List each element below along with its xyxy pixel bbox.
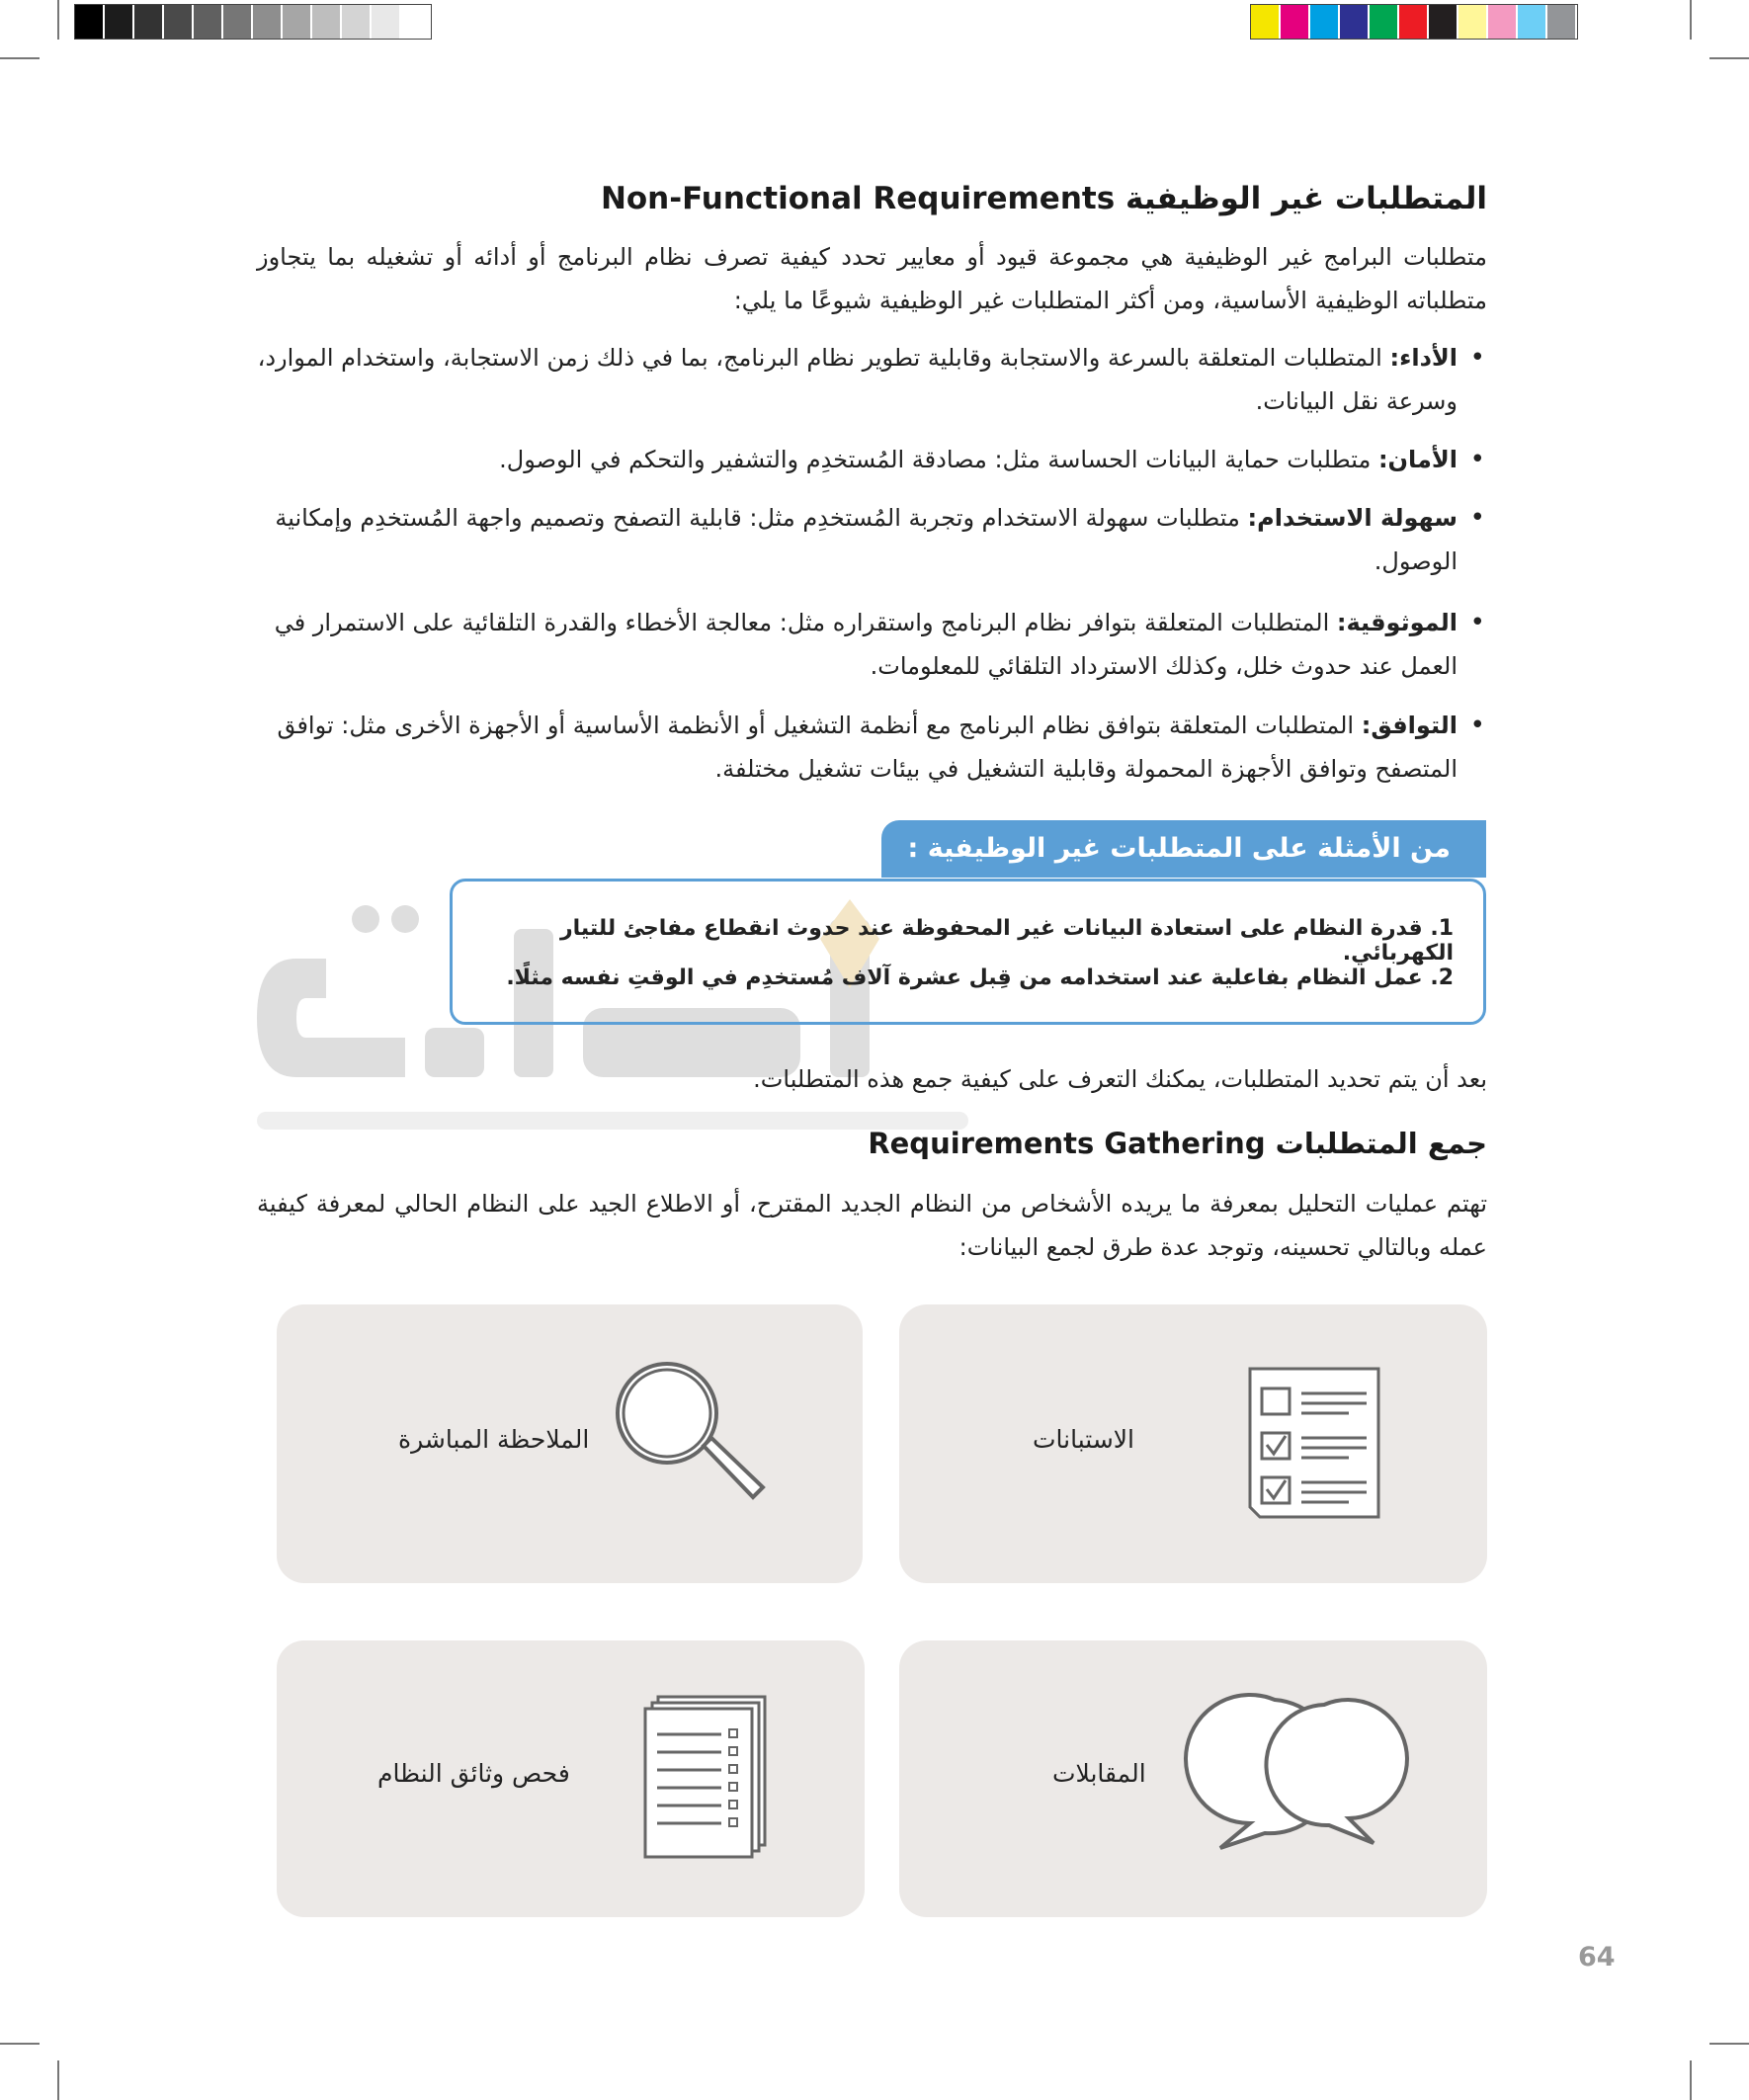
speech-bubbles-icon [1206, 1695, 1393, 1863]
color-swatch [1340, 5, 1370, 39]
greyscale-swatch [223, 5, 253, 39]
bullet-security [257, 438, 1487, 481]
method-label: الملاحظة المباشرة [398, 1425, 590, 1454]
bullet-text: المتطلبات المتعلقة بتوافق نظام البرنامج مع أنظمة التشغيل أو الأنظمة الأساسية أو الأجهزة الأخرى مثل: توافق المتصفح وتوافق الأجهزة المحمولة وقابلية التشغيل في بيئات تشغيل مختلفة. [277, 712, 1458, 783]
crop-mark [1690, 0, 1692, 40]
section-heading-non-functional: المتطلبات غير الوظيفية Non-Functional Requirements [600, 181, 1487, 216]
method-card-documents [277, 1640, 865, 1917]
greyscale-swatch [105, 5, 134, 39]
gathering-intro-paragraph: تهتم عمليات التحليل بمعرفة ما يريده الأشخاص من النظام الجديد المقترح، أو الاطلاع الجيد على النظام الحالي لمعرفة كيفية عمله وبالتالي تحسينه، وتوجد عدة طرق لجمع البيانات: [257, 1190, 1487, 1261]
method-label: فحص وثائق النظام [377, 1759, 570, 1788]
color-swatch [1370, 5, 1399, 39]
bullet-text: متطلبات سهولة الاستخدام وتجربة المُستخدِم مثل: قابلية التصفح وتصميم واجهة المُستخدِم وإمكانية الوصول. [275, 504, 1458, 575]
magnifier-icon [613, 1359, 771, 1517]
bullet-term: التوافق: [1361, 712, 1458, 739]
crop-mark [57, 0, 59, 40]
method-card-interviews [899, 1640, 1487, 1917]
greyscale-swatch [372, 5, 401, 39]
example-item: 2. عمل النظام بفاعلية عند استخدامه من قِبل عشرة آلاف مُستخدِم في الوقتِ نفسه مثلًا. [506, 966, 1454, 990]
example-item: 1. قدرة النظام على استعادة البيانات غير المحفوظة عند حدوث انقطاع مفاجئ للتيار الكهربائي. [559, 916, 1454, 966]
bullet-compatibility [257, 704, 1487, 791]
method-card-questionnaires [899, 1304, 1487, 1583]
greyscale-swatch [194, 5, 223, 39]
page-number: 64 [1578, 1942, 1616, 1973]
method-card-observation [277, 1304, 863, 1583]
greyscale-swatch [134, 5, 164, 39]
bullet-term: الأمان: [1377, 446, 1458, 473]
greyscale-swatch [401, 5, 431, 39]
bullet-term: الموثوقية: [1336, 609, 1458, 636]
greyscale-swatch [342, 5, 372, 39]
color-swatch [1429, 5, 1458, 39]
intro-paragraph: متطلبات البرامج غير الوظيفية هي مجموعة قيود أو معايير تحدد كيفية تصرف نظام البرنامج أو أدائه أو تشغيله بما يتجاوز متطلباته الوظيفية الأساسية، ومن أكثر المتطلبات غير الوظيفية شيوعًا ما يلي: [257, 243, 1487, 314]
bullet-reliability [257, 601, 1487, 688]
crop-mark [0, 2043, 40, 2045]
color-swatch [1488, 5, 1518, 39]
questionnaire-icon [1240, 1364, 1388, 1522]
bullet-text: المتطلبات المتعلقة بالسرعة والاستجابة وقابلية تطوير نظام البرنامج، بما في ذلك زمن الاستجابة، واستخدام الموارد، وسرعة نقل البيانات. [257, 344, 1458, 415]
method-label: الاستبانات [1033, 1425, 1134, 1454]
color-swatch [1547, 5, 1577, 39]
greyscale-swatch [253, 5, 283, 39]
crop-mark [1709, 2043, 1749, 2045]
greyscale-swatch [312, 5, 342, 39]
color-swatch [1399, 5, 1429, 39]
documents-icon [642, 1695, 771, 1863]
color-calibration-bar [1250, 4, 1578, 40]
bullet-term: سهولة الاستخدام: [1247, 504, 1458, 532]
method-label: المقابلات [1052, 1759, 1146, 1788]
bullet-usability [257, 496, 1487, 583]
crop-mark [1709, 57, 1749, 59]
section-heading-requirements-gathering: جمع المتطلبات Requirements Gathering [868, 1127, 1487, 1160]
color-swatch [1518, 5, 1547, 39]
crop-mark [0, 57, 40, 59]
bullet-performance [257, 336, 1487, 423]
color-swatch [1310, 5, 1340, 39]
transition-paragraph: بعد أن يتم تحديد المتطلبات، يمكنك التعرف على كيفية جمع هذه المتطلبات. [753, 1065, 1487, 1093]
bullet-term: الأداء: [1389, 344, 1458, 372]
color-swatch [1251, 5, 1281, 39]
color-swatch [1281, 5, 1310, 39]
crop-mark [57, 2060, 59, 2100]
examples-box [450, 879, 1486, 1025]
bullet-text: متطلبات حماية البيانات الحساسة مثل: مصادقة المُستخدِم والتشفير والتحكم في الوصول. [499, 446, 1378, 473]
greyscale-swatch [283, 5, 312, 39]
crop-mark [1690, 2060, 1692, 2100]
greyscale-swatch [164, 5, 194, 39]
bullet-text: المتطلبات المتعلقة بتوافر نظام البرنامج واستقراره مثل: معالجة الأخطاء والقدرة التلقائية على الاستمرار في العمل عند حدوث خلل، وكذلك الاسترداد التلقائي للمعلومات. [274, 609, 1458, 680]
examples-title: من الأمثلة على المتطلبات غير الوظيفية : [881, 820, 1486, 878]
greyscale-calibration-bar [74, 4, 432, 40]
greyscale-swatch [75, 5, 105, 39]
color-swatch [1458, 5, 1488, 39]
